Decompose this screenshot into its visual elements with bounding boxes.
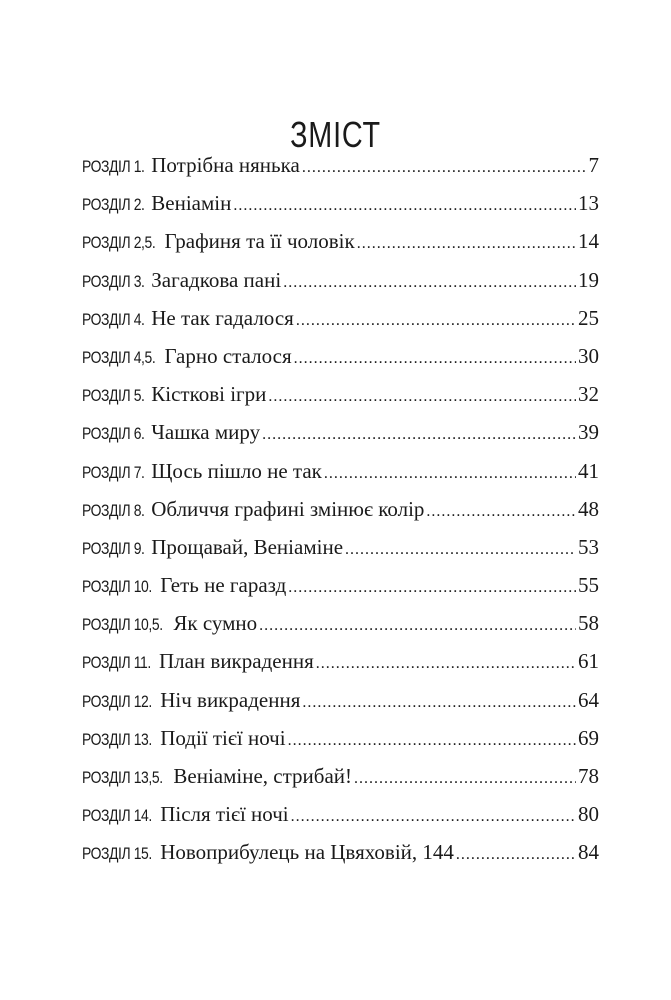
dot-leader <box>283 261 576 299</box>
chapter-label: РОЗДІЛ 7. <box>82 462 145 482</box>
toc-entry[interactable] <box>82 528 599 566</box>
toc-entry[interactable] <box>82 490 599 528</box>
dot-leader <box>324 452 576 490</box>
dot-leader <box>291 795 576 833</box>
chapter-label: РОЗДІЛ 1. <box>82 157 145 176</box>
page-number: 39 <box>578 420 599 445</box>
page-number: 58 <box>578 611 599 636</box>
chapter-label: РОЗДІЛ 3. <box>82 271 145 291</box>
dot-leader <box>294 337 576 375</box>
chapter-title: Графиня та її чоловік <box>164 229 355 254</box>
toc-entry[interactable] <box>82 375 599 413</box>
chapter-title: Потрібна нянька <box>151 153 300 177</box>
toc-entry[interactable] <box>82 757 599 795</box>
chapter-label: РОЗДІЛ 10. <box>82 577 152 597</box>
chapter-label: РОЗДІЛ 2,5. <box>82 233 156 253</box>
chapter-title: План викрадення <box>158 649 314 674</box>
chapter-title: Загадкова пані <box>151 267 282 292</box>
chapter-label: РОЗДІЛ 4,5. <box>82 347 156 367</box>
dot-leader <box>302 681 576 719</box>
chapter-title: Щось пішло не так <box>151 458 322 483</box>
toc-entry[interactable] <box>82 604 599 642</box>
page-number: 55 <box>578 573 599 598</box>
toc-entry[interactable] <box>82 566 599 604</box>
dot-leader <box>288 566 576 604</box>
toc-entry[interactable] <box>82 681 599 719</box>
page-number: 61 <box>578 649 599 674</box>
chapter-label: РОЗДІЛ 15. <box>82 844 152 864</box>
dot-leader <box>426 490 576 528</box>
page-number: 41 <box>578 458 599 483</box>
chapter-label: РОЗДІЛ 9. <box>82 538 145 558</box>
toc-entry[interactable] <box>82 833 599 871</box>
toc-entry[interactable] <box>82 413 599 451</box>
page-number: 14 <box>578 229 599 254</box>
toc-entry[interactable] <box>82 184 599 222</box>
page-number: 48 <box>578 496 599 521</box>
toc-entry[interactable] <box>82 795 599 833</box>
chapter-title: Новоприбулець на Цвяховій, 144 <box>160 840 454 865</box>
page-number: 32 <box>578 382 599 407</box>
dot-leader <box>354 757 576 795</box>
toc-entry[interactable] <box>82 146 599 184</box>
dot-leader <box>288 719 576 757</box>
chapter-title: Обличчя графині змінює колір <box>151 496 425 521</box>
page-number: 7 <box>588 153 599 177</box>
page-number: 19 <box>578 267 599 292</box>
dot-leader <box>233 184 576 222</box>
chapter-title: Геть не гаразд <box>160 573 287 598</box>
chapter-title: Гарно сталося <box>164 343 292 368</box>
chapter-title: Веніамін <box>151 191 232 216</box>
toc-entry[interactable] <box>82 642 599 680</box>
page-number: 84 <box>578 840 599 865</box>
chapter-label: РОЗДІЛ 11. <box>82 653 151 673</box>
page-number: 69 <box>578 725 599 750</box>
dot-leader <box>268 375 576 413</box>
chapter-label: РОЗДІЛ 14. <box>82 806 152 826</box>
chapter-title: Не так гадалося <box>151 305 294 330</box>
toc-entry[interactable] <box>82 261 599 299</box>
page-number: 25 <box>578 305 599 330</box>
chapter-title: Як сумно <box>173 611 258 636</box>
dot-leader <box>316 642 576 680</box>
chapter-title: Прощавай, Веніаміне <box>151 534 344 559</box>
page-number: 80 <box>578 802 599 827</box>
chapter-title: Події тієї ночі <box>160 725 286 750</box>
chapter-label: РОЗДІЛ 2. <box>82 195 145 215</box>
chapter-label: РОЗДІЛ 12. <box>82 691 152 711</box>
toc-entry[interactable] <box>82 337 599 375</box>
dot-leader <box>296 299 576 337</box>
chapter-title: Чашка миру <box>151 420 261 445</box>
dot-leader <box>345 528 576 566</box>
chapter-label: РОЗДІЛ 8. <box>82 500 145 520</box>
toc-entry[interactable] <box>82 299 599 337</box>
page-number: 78 <box>578 764 599 788</box>
toc-entry[interactable] <box>82 719 599 757</box>
page-number: 64 <box>578 687 599 712</box>
chapter-label: РОЗДІЛ 13,5. <box>82 768 163 787</box>
page-number: 13 <box>578 191 599 216</box>
page-number: 53 <box>578 534 599 559</box>
dot-leader <box>262 413 576 451</box>
dot-leader <box>456 833 576 871</box>
dot-leader <box>259 604 576 642</box>
chapter-title: Кісткові ігри <box>151 382 267 407</box>
chapter-label: РОЗДІЛ 4. <box>82 309 145 329</box>
page-number: 30 <box>578 343 599 368</box>
toc-entry[interactable] <box>82 452 599 490</box>
chapter-title: Ніч викрадення <box>160 687 301 712</box>
chapter-label: РОЗДІЛ 6. <box>82 424 145 444</box>
chapter-label: РОЗДІЛ 13. <box>82 729 152 749</box>
chapter-title: Після тієї ночі <box>160 802 289 827</box>
chapter-label: РОЗДІЛ 10,5. <box>82 615 163 635</box>
table-of-contents <box>82 146 599 872</box>
dot-leader <box>357 222 576 260</box>
dot-leader <box>302 146 587 184</box>
toc-entry[interactable] <box>82 222 599 260</box>
chapter-label: РОЗДІЛ 5. <box>82 386 145 406</box>
page-title: ЗМІСТ <box>290 114 381 156</box>
chapter-title: Веніаміне, стрибай! <box>173 764 353 788</box>
